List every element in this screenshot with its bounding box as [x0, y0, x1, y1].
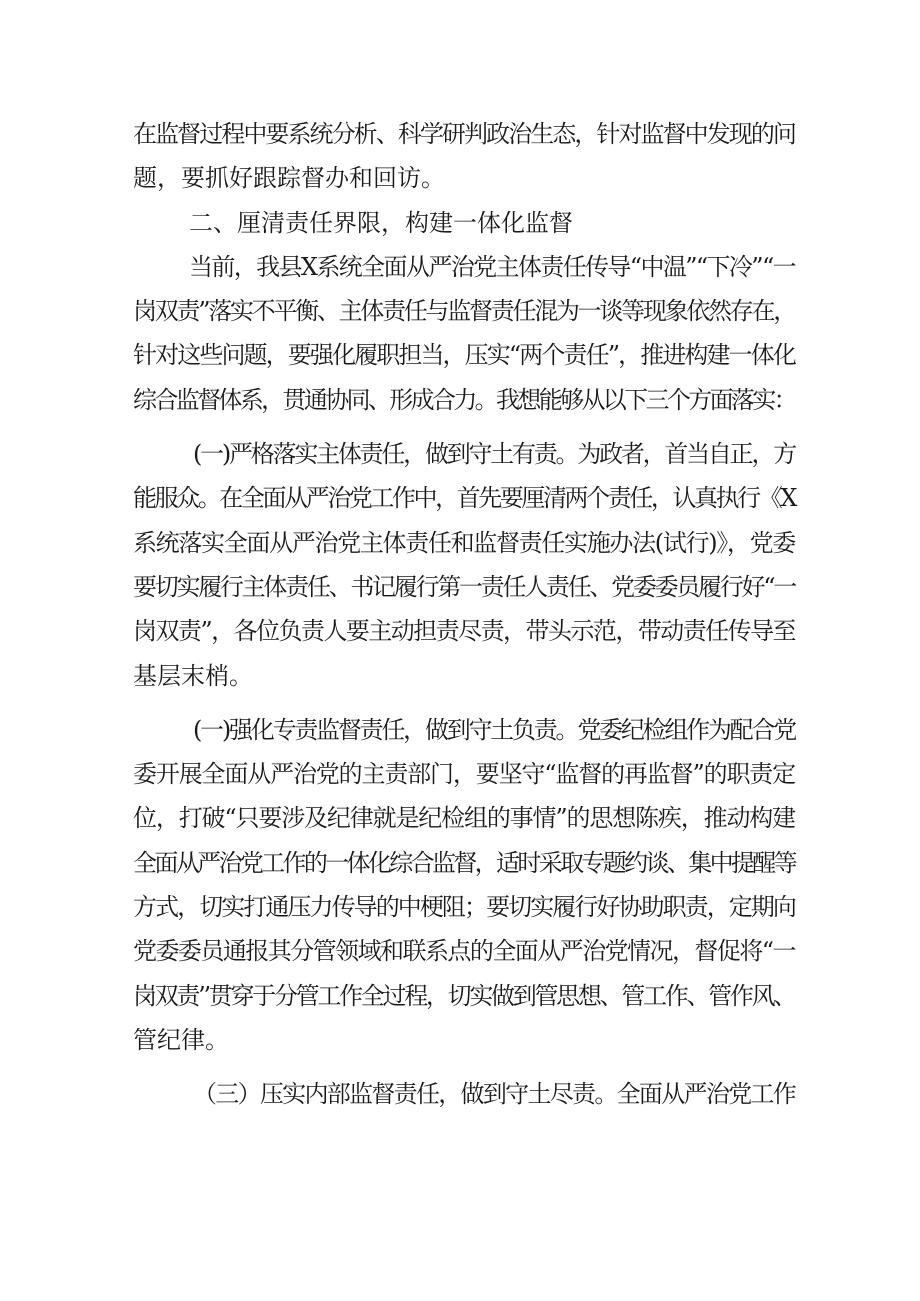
text-line: 管纪律。 — [133, 1025, 229, 1054]
text-line: 方式，切实打通压力传导的中梗阻；要切实履行好协助职责，定期向 — [133, 893, 795, 922]
text-line: 当前，我县X系统全面从严治党主体责任传导“中温”“下冷”“一 — [189, 252, 795, 281]
section-heading: 二、厘清责任界限，构建一体化监督 — [189, 208, 573, 237]
text-line: 基层末梢。 — [133, 661, 253, 690]
subsection-lead-line: (一)严格落实主体责任，做到守土有责。为政者，首当自正，方 — [193, 440, 795, 469]
text-line: 位，打破“只要涉及纪律就是纪检组的事情”的思想陈疾，推动构建 — [133, 804, 795, 833]
text-line: 岗双责”，各位负责人要主动担责尽责，带头示范，带动责任传导至 — [133, 617, 795, 646]
text-line: 要切实履行主体责任、书记履行第一责任人责任、党委委员履行好“一 — [133, 572, 795, 601]
subsection-lead-line: (一)强化专责监督责任，做到守土负责。党委纪检组作为配合党 — [193, 715, 795, 744]
subsection-lead-line: （三）压实内部监督责任，做到守土尽责。全面从严治党工作 — [193, 1080, 795, 1109]
text-line: 委开展全面从严治党的主责部门，要坚守“监督的再监督”的职责定 — [133, 760, 795, 789]
text-line: 能服众。在全面从严治党工作中，首先要厘清两个责任，认真执行《X — [133, 484, 795, 513]
text-line: 党委委员通报其分管领域和联系点的全面从严治党情况，督促将“一 — [133, 937, 795, 966]
document-body — [133, 112, 795, 1117]
text-line: 综合监督体系，贯通协同、形成合力。我想能够从以下三个方面落实： — [133, 385, 795, 414]
text-line: 全面从严治党工作的一体化综合监督，适时采取专题约谈、集中提醒等 — [133, 848, 795, 877]
text-line: 岗双责’’贯穿于分管工作全过程，切实做到管思想、管工作、管作风、 — [133, 981, 795, 1010]
text-line: 题，要抓好跟踪督办和回访。 — [133, 164, 445, 193]
text-line: 岗双责”落实不平衡、主体责任与监督责任混为一谈等现象依然存在， — [133, 297, 795, 326]
text-line: 系统落实全面从严治党主体责任和监督责任实施办法(试行)》，党委 — [133, 528, 795, 557]
text-line: 针对这些问题，要强化履职担当，压实“两个责任”，推进构建一体化 — [133, 341, 795, 370]
text-line: 在监督过程中要系统分析、科学研判政治生态，针对监督中发现的问 — [133, 120, 795, 148]
